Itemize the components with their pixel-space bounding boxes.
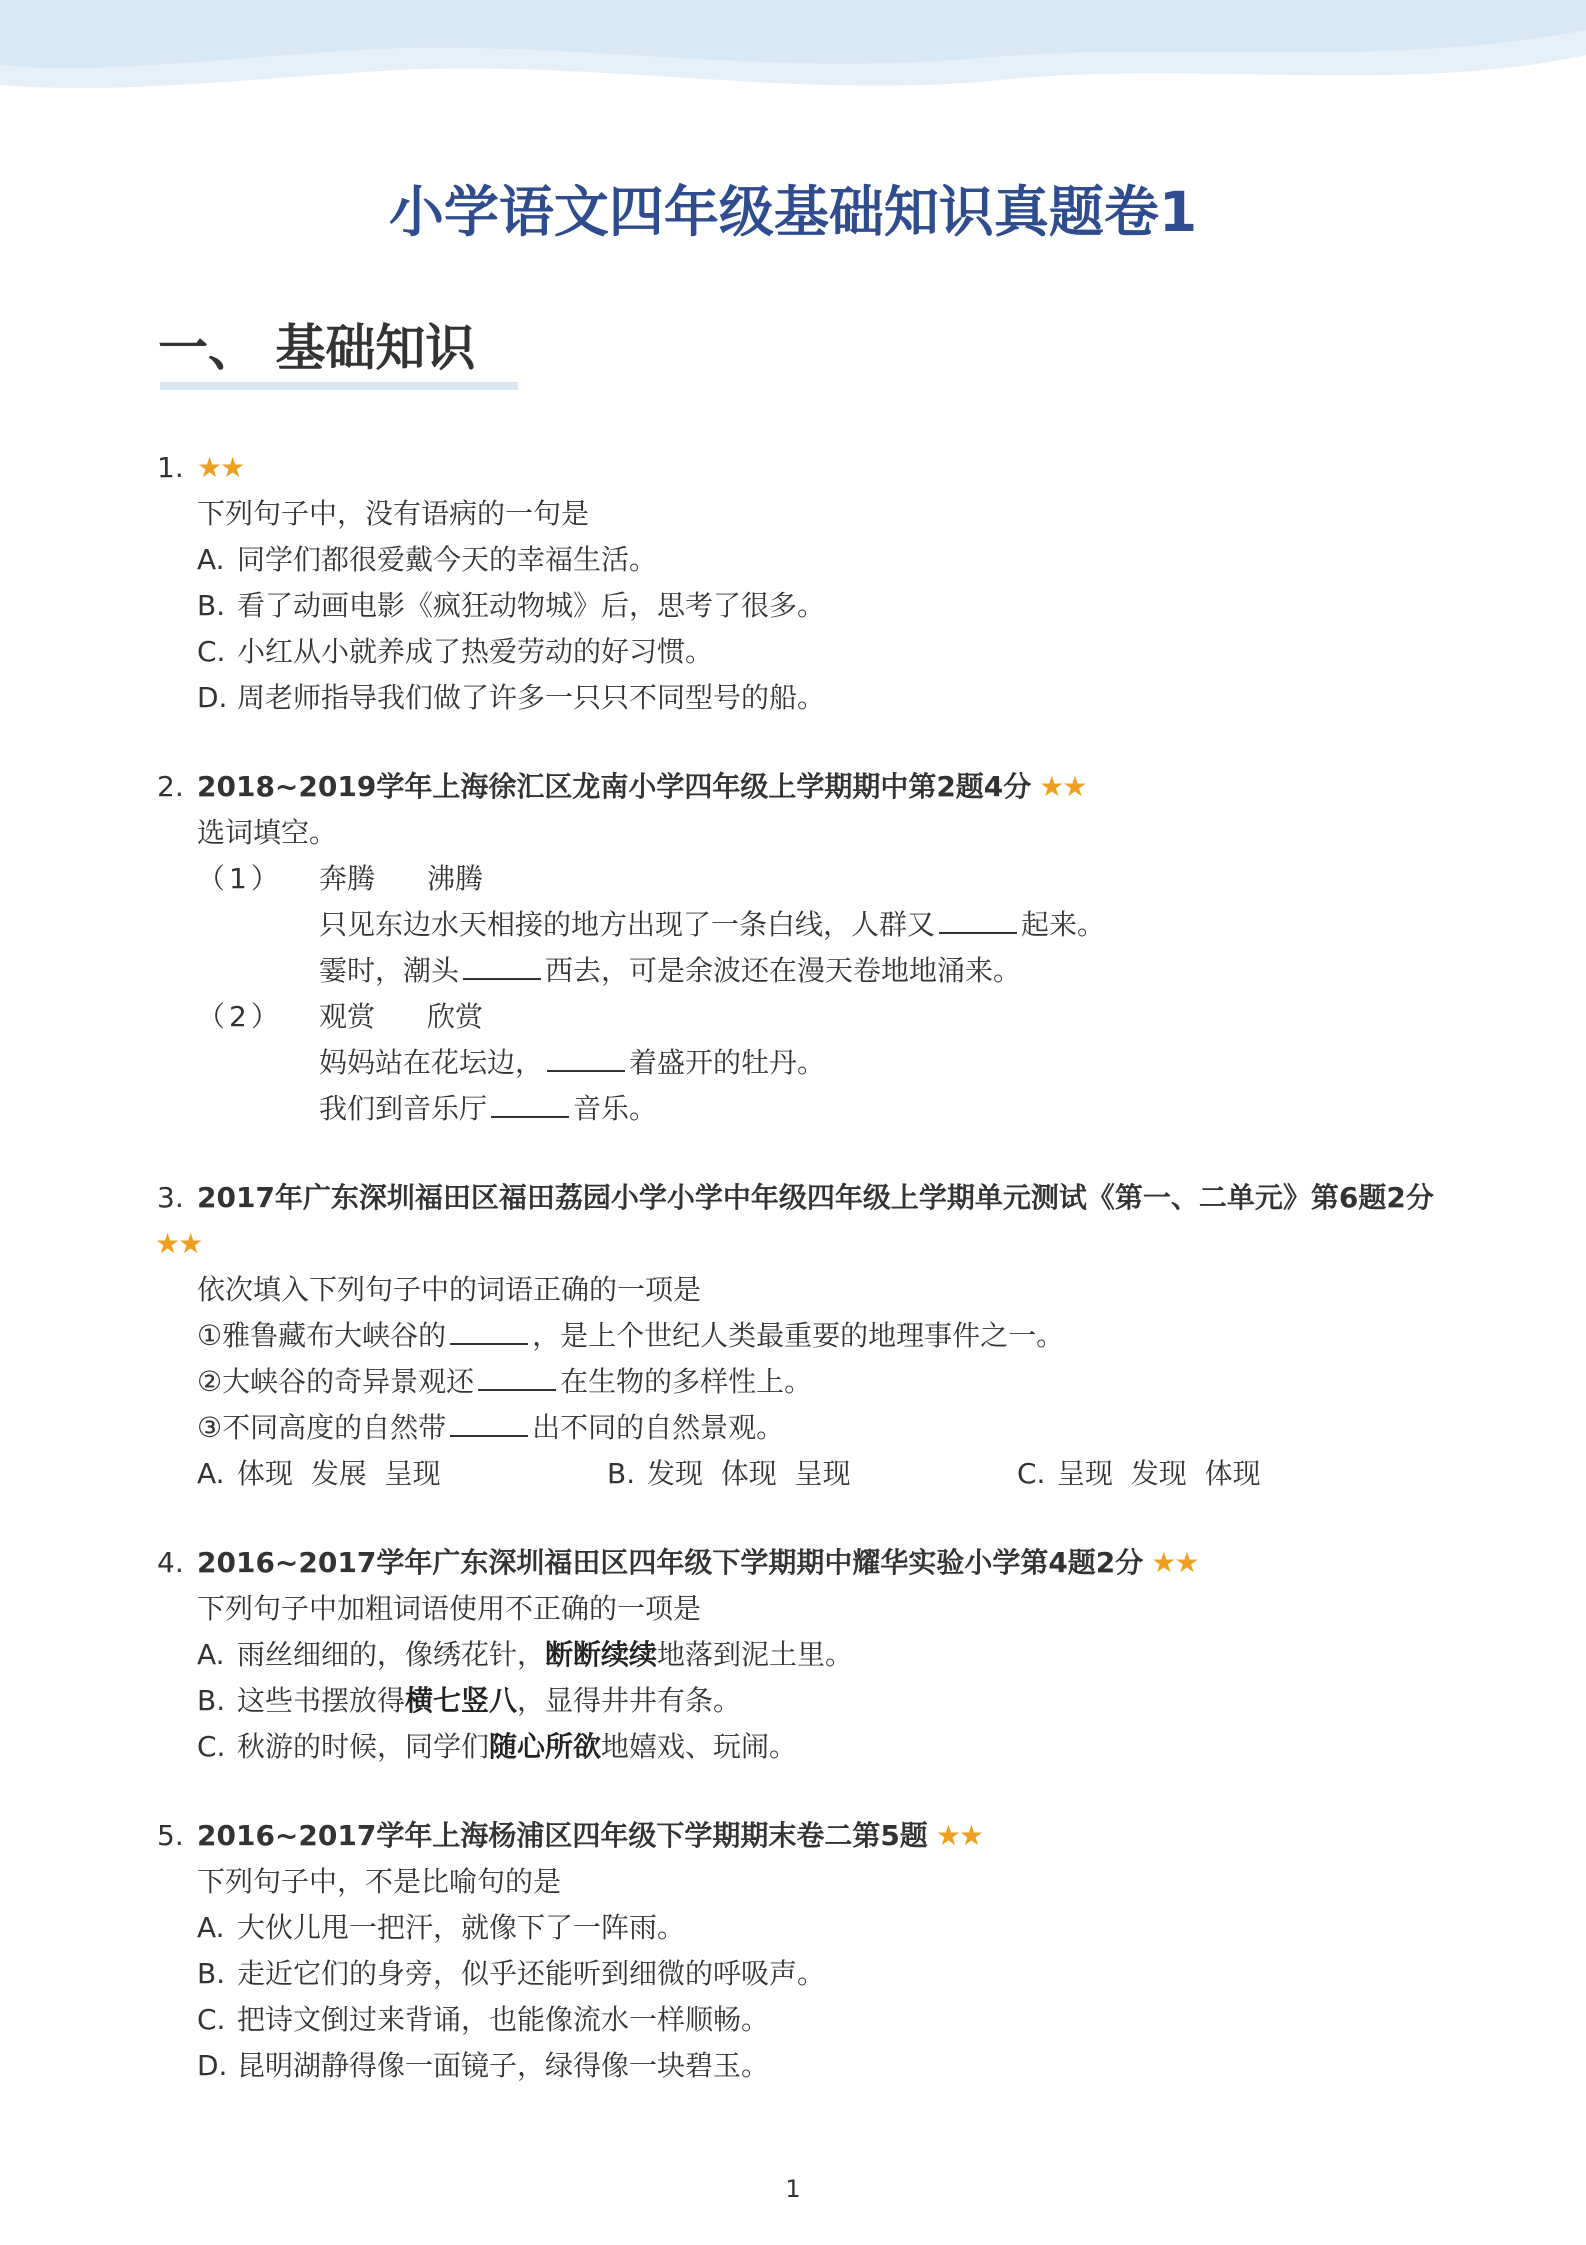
question-source: 2016~2017学年广东深圳福田区四年级下学期期中耀华实验小学第4题2分 xyxy=(197,1546,1144,1579)
answer-blank[interactable] xyxy=(939,902,1017,934)
option-c: C. 把诗文倒过来背诵，也能像流水一样顺畅。 xyxy=(197,2003,770,2036)
section-header xyxy=(158,308,475,380)
question-number: 3. xyxy=(157,1181,184,1214)
difficulty-stars-icon: ★★ xyxy=(935,1819,983,1852)
answer-blank[interactable] xyxy=(463,948,541,980)
fill-sentence: 我们到音乐厅 音乐。 xyxy=(319,1086,1445,1132)
option-d: D. 昆明湖静得像一面镜子，绿得像一块碧玉。 xyxy=(197,2049,770,2082)
question-2 xyxy=(155,764,1445,1132)
bold-phrase: 横七竖八 xyxy=(405,1684,518,1717)
question-header xyxy=(155,1175,1445,1221)
question-4 xyxy=(155,1540,1445,1770)
question-stem: 下列句子中，没有语病的一句是 xyxy=(197,497,590,530)
question-header xyxy=(155,764,1445,810)
option-a: A. 同学们都很爱戴今天的幸福生活。 xyxy=(197,543,658,576)
sub-question-2 xyxy=(197,994,1445,1132)
fill-sentence: 霎时，潮头 西去，可是余波还在漫天卷地地涌来。 xyxy=(319,948,1445,994)
answer-blank[interactable] xyxy=(491,1086,569,1118)
question-number: 2. xyxy=(157,770,184,803)
question-header xyxy=(155,1813,1445,1859)
bold-phrase: 随心所欲 xyxy=(489,1730,602,1763)
option-a: A. 雨丝细细的，像绣花针，断断续续地落到泥土里。 xyxy=(197,1638,854,1671)
option-b: B. 走近它们的身旁，似乎还能听到细微的呼吸声。 xyxy=(197,1957,826,1990)
question-1 xyxy=(155,445,1445,721)
option-c: C. 小红从小就养成了热爱劳动的好习惯。 xyxy=(197,635,714,668)
option-a: A. 大伙儿甩一把汗，就像下了一阵雨。 xyxy=(197,1911,686,1944)
option-b: B. 看了动画电影《疯狂动物城》后，思考了很多。 xyxy=(197,589,826,622)
sub-question-1 xyxy=(197,856,1445,994)
question-stem: 选词填空。 xyxy=(197,816,338,849)
header-wave-decoration xyxy=(0,0,1586,130)
option-d: D. 周老师指导我们做了许多一只只不同型号的船。 xyxy=(197,681,826,714)
fill-sentence: ③不同高度的自然带 出不同的自然景观。 xyxy=(197,1405,1445,1451)
question-header xyxy=(155,445,1445,491)
document-title: 小学语文四年级基础知识真题卷1 xyxy=(388,180,1198,244)
question-stem: 依次填入下列句子中的词语正确的一项是 xyxy=(197,1273,702,1306)
question-source: 2017年广东深圳福田区福田荔园小学小学中年级四年级上学期单元测试《第一、二单元》第6题2分 xyxy=(197,1181,1434,1214)
answer-blank[interactable] xyxy=(478,1359,556,1391)
option-c: C. 秋游的时候，同学们随心所欲地嬉戏、玩闹。 xyxy=(197,1730,798,1763)
question-number: 1. xyxy=(157,451,184,484)
word-choices: 观赏 欣赏 xyxy=(319,1000,484,1033)
difficulty-stars-icon: ★★ xyxy=(1039,770,1086,803)
option-row xyxy=(197,1451,1445,1497)
fill-sentence: ①雅鲁藏布大峡谷的 ，是上个世纪人类最重要的地理事件之一。 xyxy=(197,1313,1445,1359)
question-source: 2018~2019学年上海徐汇区龙南小学四年级上学期期中第2题4分 xyxy=(197,770,1032,803)
answer-blank[interactable] xyxy=(450,1313,528,1345)
difficulty-stars-icon: ★★ xyxy=(197,451,244,484)
bold-phrase: 断断续续 xyxy=(545,1638,658,1671)
question-stem: 下列句子中加粗词语使用不正确的一项是 xyxy=(197,1592,702,1625)
option-c: C. 呈现 发现 体现 xyxy=(1017,1457,1261,1490)
section-underline xyxy=(160,382,518,390)
question-3 xyxy=(155,1175,1445,1497)
question-number: 4. xyxy=(157,1546,184,1579)
question-5 xyxy=(155,1813,1445,2089)
fill-sentence: 只见东边水天相接的地方出现了一条白线，人群又 起来。 xyxy=(319,902,1445,948)
option-a: A. 体现 发展 呈现 xyxy=(197,1457,441,1490)
sub-question-label: （2） xyxy=(197,1000,283,1033)
fill-sentence: ②大峡谷的奇异景观还 在生物的多样性上。 xyxy=(197,1359,1445,1405)
answer-blank[interactable] xyxy=(450,1405,528,1437)
section-title: 一、 基础知识 xyxy=(158,319,476,377)
answer-blank[interactable] xyxy=(547,1040,625,1072)
difficulty-stars-icon: ★★ xyxy=(155,1227,202,1260)
option-b: B. 发现 体现 呈现 xyxy=(607,1457,851,1490)
difficulty-stars-icon: ★★ xyxy=(1151,1546,1198,1579)
question-header xyxy=(155,1540,1445,1586)
question-list xyxy=(155,445,1445,2132)
question-stem: 下列句子中，不是比喻句的是 xyxy=(197,1865,562,1898)
sub-question-label: （1） xyxy=(197,862,283,895)
question-source: 2016~2017学年上海杨浦区四年级下学期期末卷二第5题 xyxy=(197,1819,928,1852)
question-number: 5. xyxy=(157,1819,184,1852)
word-choices: 奔腾 沸腾 xyxy=(319,862,484,895)
fill-sentence: 妈妈站在花坛边， 着盛开的牡丹。 xyxy=(319,1040,1445,1086)
option-b: B. 这些书摆放得横七竖八，显得井井有条。 xyxy=(197,1684,742,1717)
page-number: 1 xyxy=(785,2175,801,2203)
